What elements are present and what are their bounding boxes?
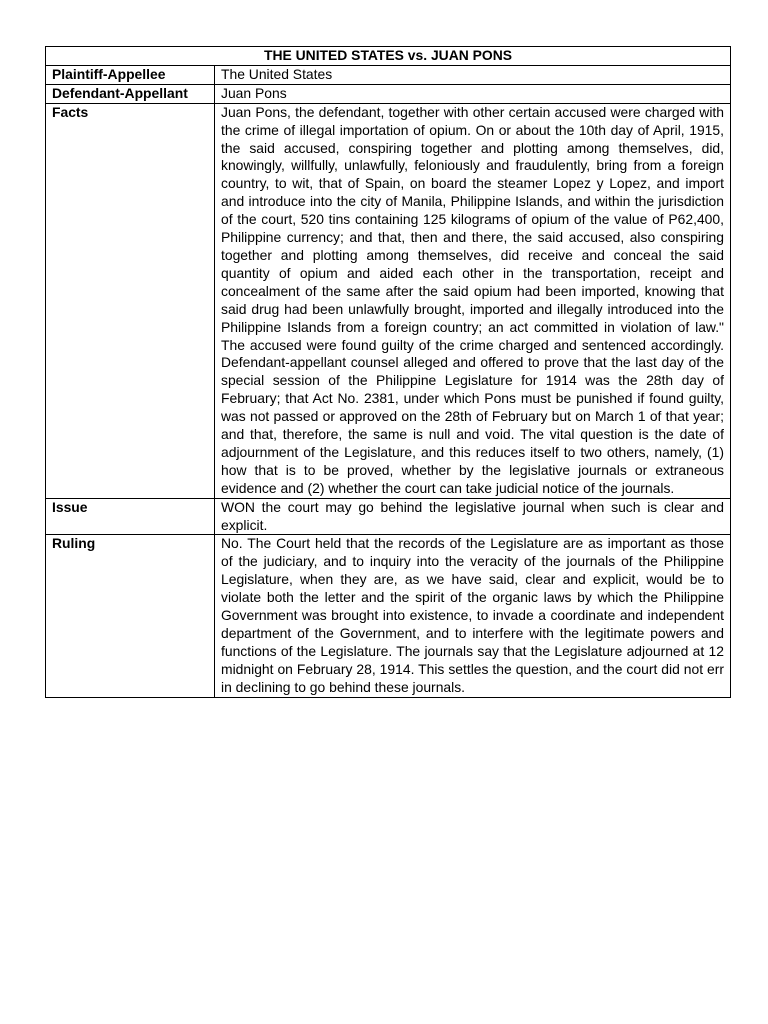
ruling-row (46, 535, 731, 697)
plaintiff-label: Plaintiff-Appellee (46, 65, 215, 84)
defendant-label: Defendant-Appellant (46, 84, 215, 103)
issue-text: WON the court may go behind the legislative journal when such is clear and explicit. (215, 498, 731, 535)
defendant-value: Juan Pons (215, 84, 731, 103)
plaintiff-row (46, 65, 731, 84)
issue-label: Issue (46, 498, 215, 535)
facts-row (46, 103, 731, 498)
facts-text: Juan Pons, the defendant, together with other certain accused were charged with the crime of illegal importation of opium. On or about the 10th day of April, 1915, the said accused, conspiring together and plotting among themselves, did, knowingly, willfully, unlawfully, feloniously and fraudulently, bring from a foreign country, to wit, that of Spain, on board the steamer Lopez y Lopez, and import and introduce into the city of Manila, Philippine Islands, and within the jurisdiction of the court, 520 tins containing 125 kilograms of opium of the value of P62,400, Philippine currency; and that, then and there, the said accused, also conspiring together and plotting among themselves, did receive and conceal the said quantity of opium and aided each other in the transportation, receipt and concealment of the same after the said opium had been imported, knowing that said drug had been unlawfully brought, imported and illegally introduced into the Philippine Islands from a foreign country; an act committed in violation of law." The accused were found guilty of the crime charged and sentenced accordingly. Defendant-appellant counsel alleged and offered to prove that the last day of the special session of the Philippine Legislature for 1914 was the 28th day of February; that Act No. 2381, under which Pons must be punished if found guilty, was not passed or approved on the 28th of February but on March 1 of that year; and that, therefore, the same is null and void. The vital question is the date of adjournment of the Legislature, and this reduces itself to two others, namely, (1) how that is to be proved, whether by the legislative journals or extraneous evidence and (2) whether the court can take judicial notice of the journals. (215, 103, 731, 498)
case-digest-table (45, 46, 731, 698)
title-row (46, 47, 731, 66)
issue-row (46, 498, 731, 535)
facts-label: Facts (46, 103, 215, 498)
case-title: THE UNITED STATES vs. JUAN PONS (46, 47, 731, 66)
ruling-label: Ruling (46, 535, 215, 697)
plaintiff-value: The United States (215, 65, 731, 84)
defendant-row (46, 84, 731, 103)
ruling-text: No. The Court held that the records of the Legislature are as important as those of the judiciary, and to inquiry into the veracity of the journals of the Philippine Legislature, when they are, as we have said, clear and explicit, would be to violate both the letter and the spirit of the organic laws by which the Philippine Government was brought into existence, to invade a coordinate and independent department of the Government, and to interfere with the legitimate powers and functions of the Legislature. The journals say that the Legislature adjourned at 12 midnight on February 28, 1914. This settles the question, and the court did not err in declining to go behind these journals. (215, 535, 731, 697)
